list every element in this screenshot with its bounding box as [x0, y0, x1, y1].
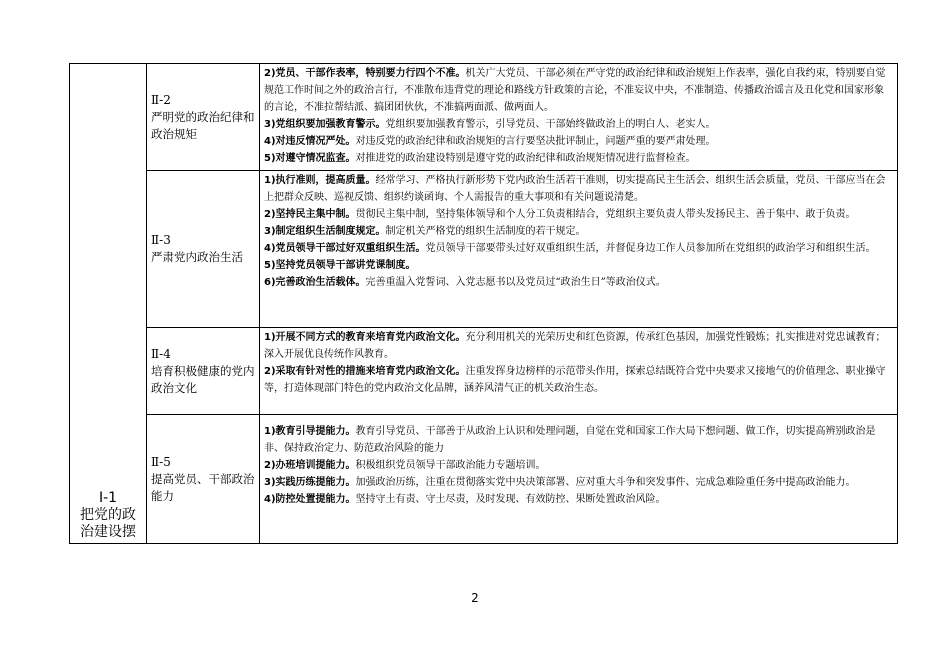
list-item: 3)党组织要加强教育警示。党组织要加强教育警示，引导党员、干部始终做政治上的明白人、老实人。 [264, 119, 716, 130]
subcategory-cell [147, 415, 260, 544]
list-item: 3)实践历练提能力。加强政治历练，注重在贯彻落实党中央决策部署、应对重大斗争和突发事件、完成急难险重任务中提高政治能力。 [264, 477, 856, 488]
list-item: 2)坚持民主集中制。贯彻民主集中制，坚持集体领导和个人分工负责相结合，党组织主要负责人带头发扬民主、善于集中、敢于负责。 [264, 209, 856, 220]
subcategory-code: Ⅱ-4 [151, 346, 171, 361]
list-item: 6)完善政治生活载体。完善重温入党誓词、入党志愿书以及党员过“政治生日”等政治仪式。 [264, 277, 666, 288]
list-item: 5)坚持党员领导干部讲党课制度。 [264, 260, 416, 271]
subcategory-code: Ⅱ-3 [151, 233, 171, 247]
list-item: 5)对遵守情况监查。对推进党的政治建设特别是遵守党的政治纪律和政治规矩情况进行监督检查。 [264, 153, 696, 164]
table-row [70, 415, 898, 544]
policy-table [69, 63, 898, 544]
list-item: 2)采取有针对性的措施来培育党内政治文化。注重发挥身边榜样的示范带头作用，探索总结既符合党中央要求又接地气的价值理念、职业操守等，打造体现部门特色的党内政治文化品牌，涵养风清气正的机关政治生态。 [264, 366, 886, 394]
category-title-line1: 把党的政 [80, 507, 136, 523]
list-item: 1)教育引导提能力。教育引导党员、干部善于从政治上认识和处理问题，自觉在党和国家工作大局下想问题、做工作，切实提高辨别政治是非、保持政治定力、防范政治风险的能力 [264, 426, 876, 454]
list-item: 4)防控处置提能力。坚持守土有责、守土尽责，及时发现、有效防控、果断处置政治风险。 [264, 494, 666, 505]
category-cell [70, 64, 147, 544]
table-row [70, 64, 898, 171]
list-item: 1)开展不同方式的教育来培育党内政治文化。充分利用机关的光荣历史和红色资源，传承红色基因，加强党性锻炼；扎实推进对党忠诚教育；深入开展优良传统作风教育。 [264, 332, 886, 360]
category-title-line2: 治建设摆 [80, 524, 136, 540]
subcategory-cell [147, 64, 260, 171]
subcategory-cell [147, 171, 260, 328]
page-number: 2 [471, 591, 479, 605]
list-item: 4)对违反情况严处。对违反党的政治纪律和政治规矩的言行要坚决批评制止，问题严重的要严肃处理。 [264, 136, 716, 147]
items-cell [260, 328, 898, 415]
items-cell [260, 171, 898, 328]
list-item: 4)党员领导干部过好双重组织生活。党员领导干部要带头过好双重组织生活，并督促身边工作人员参加所在党组织的政治学习和组织生活。 [264, 243, 876, 254]
list-item: 2)办班培训提能力。积极组织党员领导干部政治能力专题培训。 [264, 460, 546, 471]
subcategory-code: Ⅱ-2 [151, 92, 171, 107]
subcategory-title: 提高党员、干部政治能力 [151, 471, 255, 503]
subcategory-code: Ⅱ-5 [151, 454, 171, 469]
list-item: 1)执行准则，提高质量。经常学习、严格执行新形势下党内政治生活若干准则，切实提高民主生活会、组织生活会质量，党员、干部应当在会上把群众反映、巡视反馈、组织约谈函询、个人需报告的重大事项和有关问题说清楚。 [264, 175, 886, 203]
table-row [70, 171, 898, 328]
list-item: 2)党员、干部作表率，特别要力行四个不准。机关广大党员、干部必须在严守党的政治纪律和政治规矩上作表率，强化自我约束，特别要自觉规范工作时间之外的政治言行，不准散布违背党的理论和路线方针政策的言论，不准妄议中央，不准制造、传播政治谣言及丑化党和国家形象的言论，不准拉帮结派、搞团团伙伙，不准搞两面派、做两面人。 [264, 68, 886, 113]
items-cell [260, 64, 898, 171]
subcategory-cell [147, 328, 260, 415]
items-cell [260, 415, 898, 544]
table-row [70, 328, 898, 415]
subcategory-title: 严明党的政治纪律和政治规矩 [151, 109, 255, 141]
subcategory-title: 严肃党内政治生活 [151, 250, 243, 264]
category-code: Ⅰ-1 [98, 490, 118, 506]
list-item: 3)制定组织生活制度规定。制定机关严格党的组织生活制度的若干规定。 [264, 226, 586, 237]
subcategory-title: 培育积极健康的党内政治文化 [151, 363, 255, 395]
